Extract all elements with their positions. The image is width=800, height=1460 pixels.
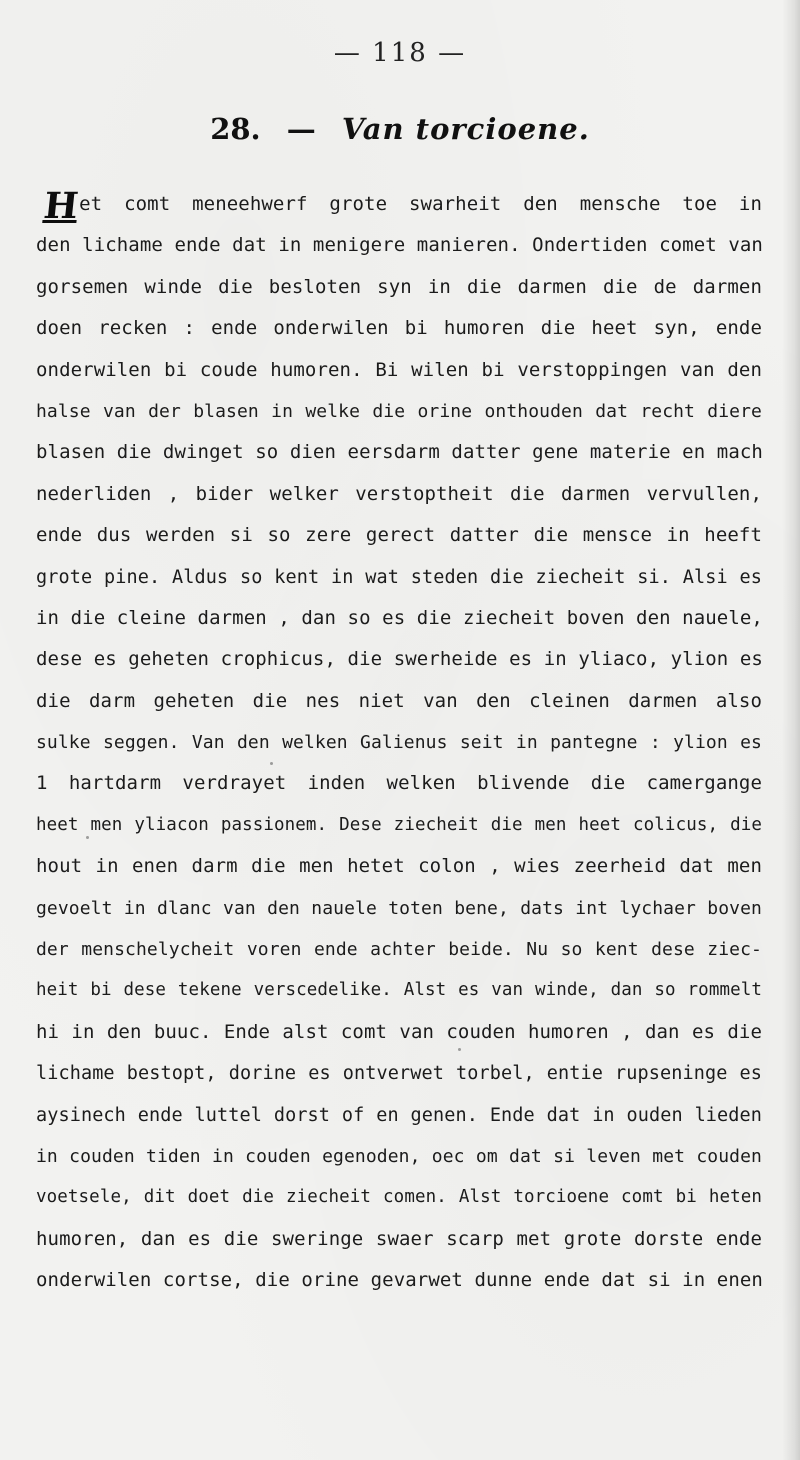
- text-line: in die cleine darmen , dan so es die ziecheit boven den nauele,: [36, 606, 763, 629]
- text-line: onderwilen bi coude humoren. Bi wilen bi verstoppingen van den: [36, 358, 762, 381]
- body-text: [36, 184, 762, 1302]
- section-heading: [0, 112, 800, 146]
- text-line: den lichame ende dat in menigere manieren. Ondertiden comet van: [36, 234, 763, 257]
- page-edge-shadow: [782, 0, 800, 1460]
- text-line: aysinech ende luttel dorst of en genen. Ende dat in ouden lieden: [36, 1104, 762, 1126]
- section-number: 28.: [210, 112, 261, 146]
- text-line: onderwilen cortse, die orine gevarwet dunne ende dat si in enen: [36, 1269, 763, 1292]
- heading-dash: —: [286, 112, 316, 146]
- section-title: Van torcioene.: [341, 112, 590, 146]
- text-line: grote pine. Aldus so kent in wat steden die ziecheit si. Alsi es: [36, 566, 762, 588]
- paper-speck: [270, 762, 273, 765]
- text-line: humoren, dan es die sweringe swaer scarp met grote dorste ende: [36, 1227, 762, 1250]
- text-line: hout in enen darm die men hetet colon , wies zeerheid dat men: [36, 855, 762, 878]
- text-line: doen recken : ende onderwilen bi humoren die heet syn, ende: [36, 317, 762, 340]
- text-line-first: [36, 184, 762, 228]
- text-line: voetsele, dit doet die ziecheit comen. Alst torcioene comt bi heten: [36, 1187, 762, 1208]
- text-line: hi in den buuc. Ende alst comt van couden humoren , dan es die: [36, 1020, 762, 1043]
- text-line: lichame bestopt, dorine es ontverwet torbel, entie rupseninge es: [36, 1063, 762, 1085]
- text-line: die darm geheten die nes niet van den cleinen darmen also: [36, 689, 762, 712]
- text-line: dese es geheten crophicus, die swerheide es in yliaco, ylion es: [36, 648, 763, 671]
- text-line: heet men yliacon passionem. Dese ziecheit die men heet colicus, die: [36, 814, 762, 835]
- paper-speck: [458, 1048, 461, 1051]
- first-line-text: et comt meneehwerf grote swarheit den mensche toe in: [79, 192, 762, 215]
- text-line: in couden tiden in couden egenoden, oec om dat si leven met couden: [36, 1145, 762, 1167]
- text-line: heit bi dese tekene verscedelike. Alst es van winde, dan so rommelt: [36, 980, 762, 1001]
- text-line: gevoelt in dlanc van den nauele toten bene, dats int lychaer boven: [36, 897, 762, 919]
- text-line: blasen die dwinget so dien eersdarm datter gene materie en mach: [36, 441, 763, 464]
- text-line: gorsemen winde die besloten syn in die darmen die de darmen: [36, 275, 762, 298]
- text-line: sulke seggen. Van den welken Galienus seit in pantegne : ylion es: [36, 732, 762, 754]
- text-line: 1 hartdarm verdrayet inden welken blivende die camergange: [36, 772, 762, 795]
- text-line: nederliden , bider welker verstoptheit die darmen vervullen,: [36, 482, 762, 505]
- text-lines: [36, 225, 762, 1301]
- page-number: — 118 —: [333, 38, 467, 68]
- text-line: halse van der blasen in welke die orine onthouden dat recht diere: [36, 400, 762, 422]
- text-line: der menschelycheit voren ende achter beide. Nu so kent dese ziec-: [36, 939, 762, 961]
- text-line: ende dus werden si so zere gerect datter die mensce in heeft: [36, 524, 762, 547]
- paper-speck: [86, 836, 89, 839]
- decorated-initial: H: [41, 185, 81, 228]
